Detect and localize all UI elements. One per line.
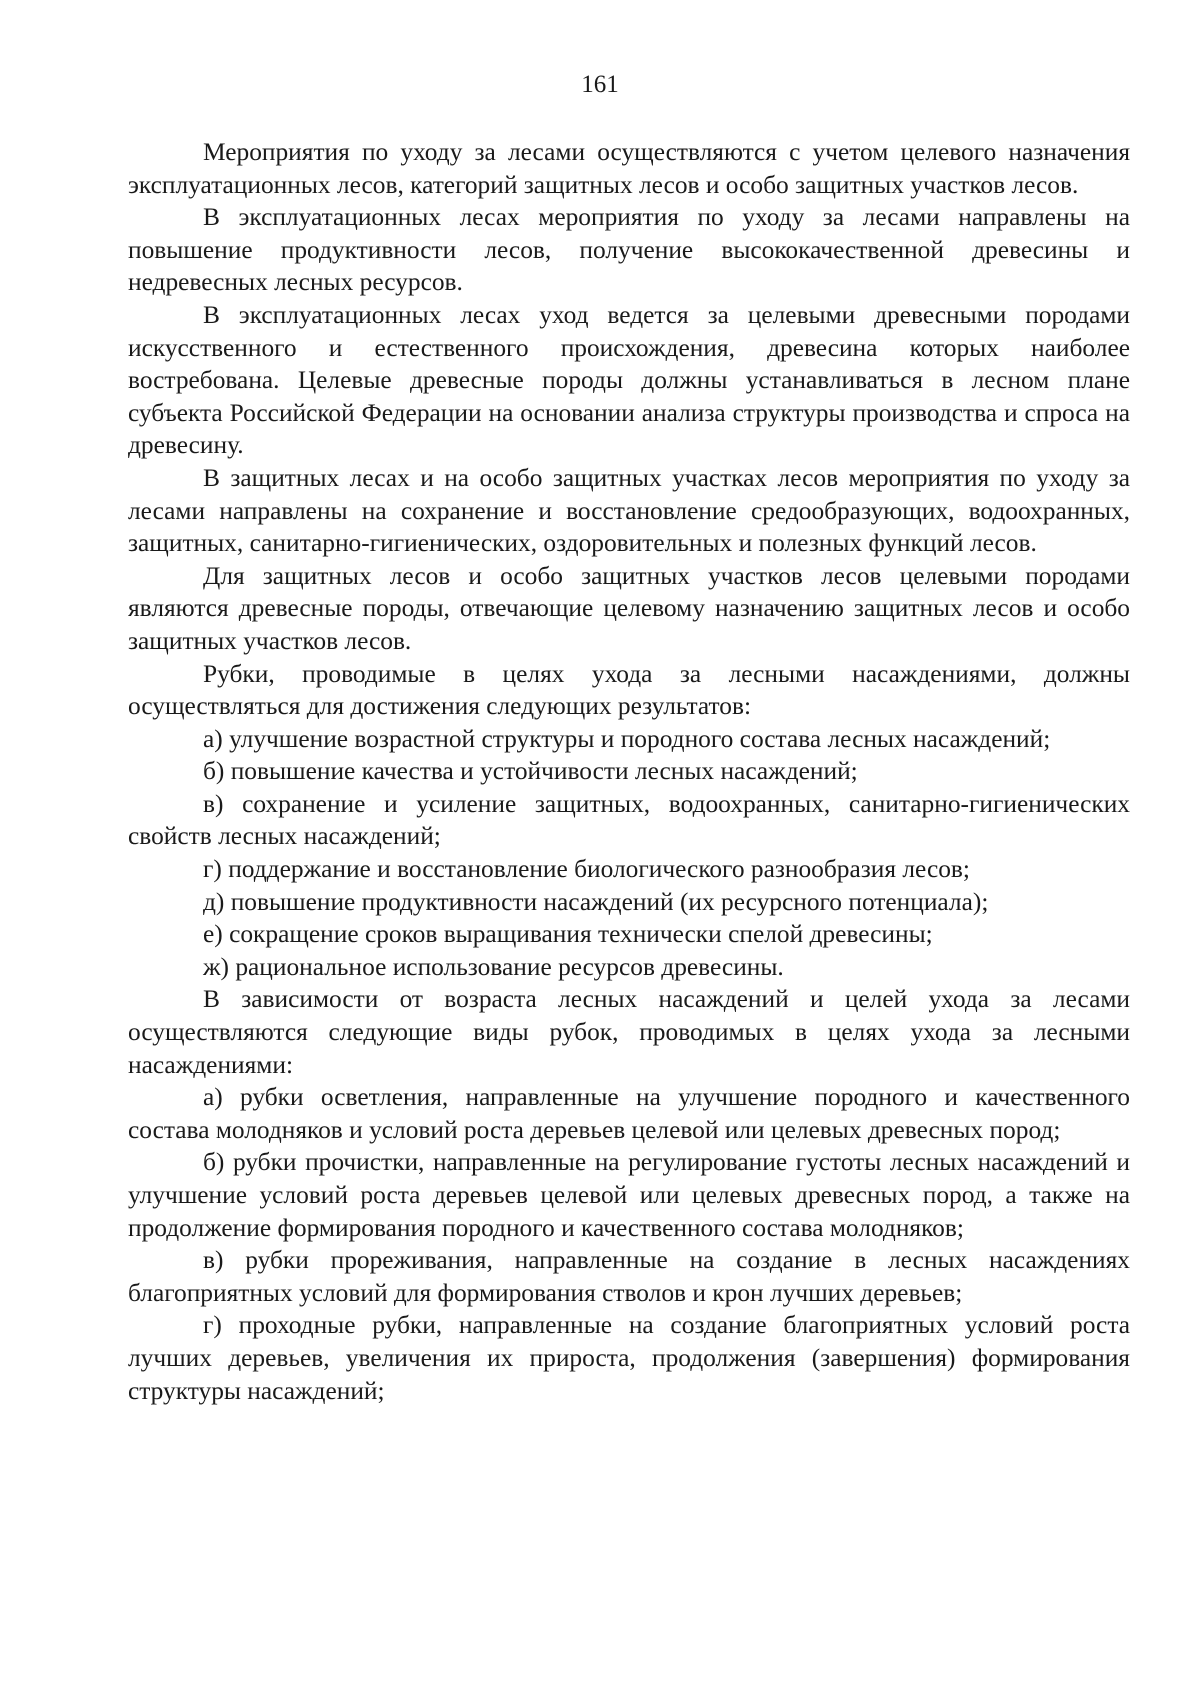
list-item: в) рубки прореживания, направленные на создание в лесных насаждениях благоприятных условий для формирования стволов и крон лучших деревьев; bbox=[128, 1246, 1130, 1307]
list-item: ж) рациональное использование ресурсов древесины. bbox=[203, 952, 784, 981]
list-item: е) сокращение сроков выращивания технически спелой древесины; bbox=[203, 920, 933, 949]
list-item: г) проходные рубки, направленные на создание благоприятных условий роста лучших деревьев, увеличения их прироста, продолжения (завершения) формирования структуры насаждений; bbox=[128, 1311, 1130, 1405]
paragraph: В эксплуатационных лесах уход ведется за целевыми древесными породами искусственного и естественного происхождения, древесина которых наиболее востребована. Целевые древесные породы должны устанавливаться в лесном плане субъекта Российской Федерации на основании анализа структуры производства и спроса на древесину. bbox=[128, 300, 1130, 460]
list-item: б) рубки прочистки, направленные на регулирование густоты лесных насаждений и улучшение условий роста деревьев целевой или целевых древесных пород, а также на продолжение формирования породного и качественного состава молодняков; bbox=[128, 1148, 1130, 1242]
list-item: д) повышение продуктивности насаждений (их ресурсного потенциала); bbox=[203, 887, 989, 916]
paragraph: В зависимости от возраста лесных насаждений и целей ухода за лесами осуществляются следующие виды рубок, проводимых в целях ухода за лесными насаждениями: bbox=[128, 985, 1130, 1079]
list-item: а) рубки осветления, направленные на улучшение породного и качественного состава молодняков и условий роста деревьев целевой или целевых древесных пород; bbox=[128, 1083, 1130, 1144]
paragraph: Для защитных лесов и особо защитных участков лесов целевыми породами являются древесные породы, отвечающие целевому назначению защитных лесов и особо защитных участков лесов. bbox=[128, 561, 1130, 655]
list-item: б) повышение качества и устойчивости лесных насаждений; bbox=[203, 757, 858, 786]
page-number: 161 bbox=[581, 71, 619, 98]
list-item: а) улучшение возрастной структуры и породного состава лесных насаждений; bbox=[203, 724, 1051, 753]
paragraph: В защитных лесах и на особо защитных участках лесов мероприятия по уходу за лесами направлены на сохранение и восстановление средообразующих, водоохранных, защитных, санитарно-гигиенических, оздоровительных и полезных функций лесов. bbox=[128, 463, 1130, 558]
document-body bbox=[128, 136, 1130, 1407]
paragraph: Мероприятия по уходу за лесами осуществляются с учетом целевого назначения эксплуатационных лесов, категорий защитных лесов и особо защитных участков лесов. bbox=[128, 138, 1130, 199]
list-item: в) сохранение и усиление защитных, водоохранных, санитарно-гигиенических свойств лесных насаждений; bbox=[128, 789, 1130, 851]
list-item: г) поддержание и восстановление биологического разнообразия лесов; bbox=[203, 855, 970, 884]
paragraph: В эксплуатационных лесах мероприятия по уходу за лесами направлены на повышение продуктивности лесов, получение высококачественной древесины и недревесных лесных ресурсов. bbox=[128, 203, 1130, 297]
paragraph: Рубки, проводимые в целях ухода за лесными насаждениями, должны осуществляться для достижения следующих результатов: bbox=[128, 659, 1130, 721]
